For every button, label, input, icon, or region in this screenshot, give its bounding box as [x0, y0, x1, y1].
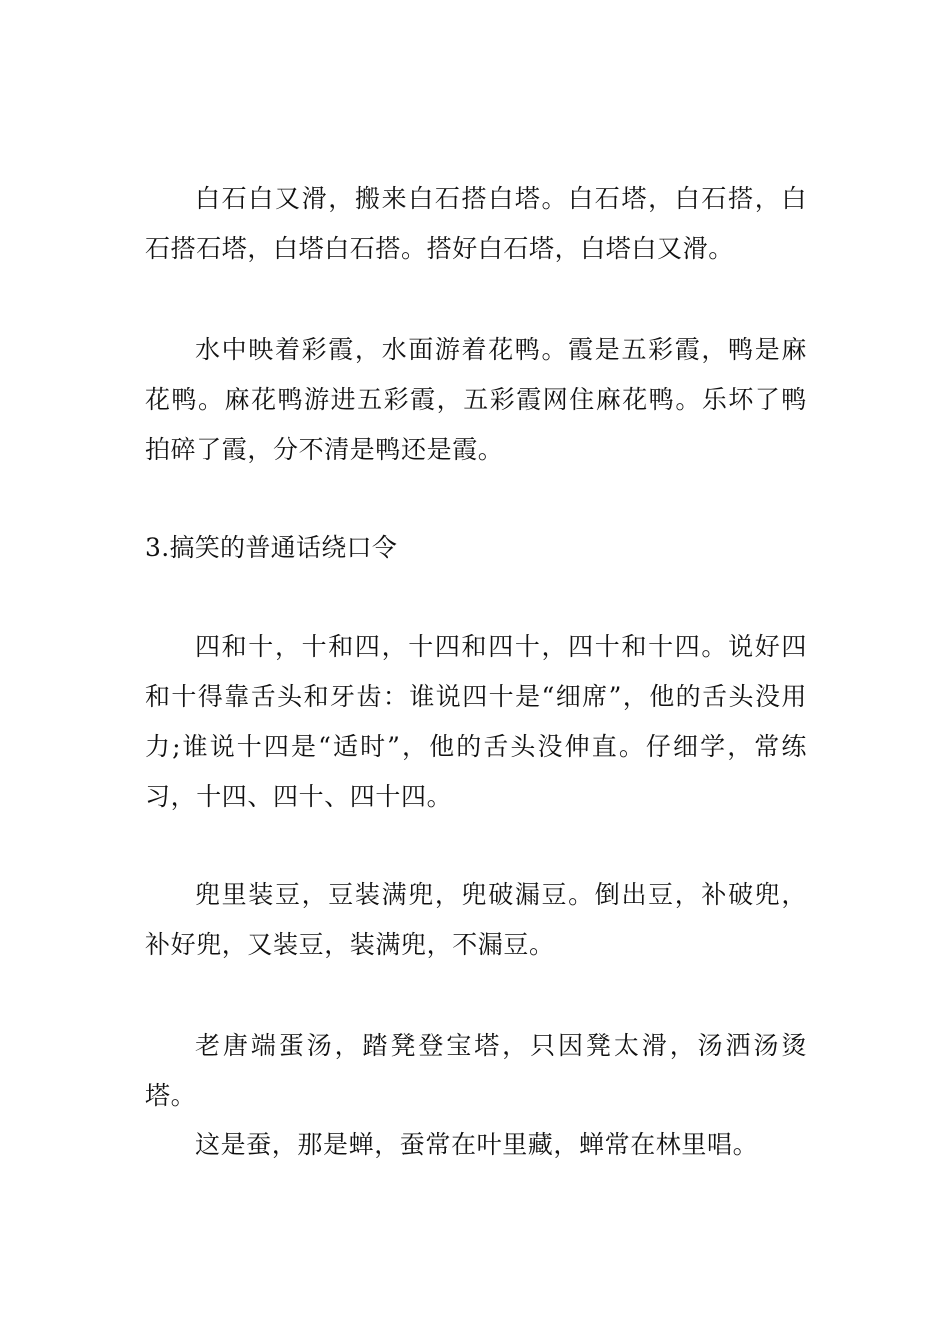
paragraph-silkworm-cicada: 这是蚕，那是蝉，蚕常在叶里藏，蝉常在林里唱。 — [195, 1130, 759, 1159]
paragraph-four-and-ten: 四和十，十和四，十四和四十，四十和十四。说好四和十得靠舌头和牙齿：谁说四十是“细席”，他的舌头没用力;谁说十四是“适时”，他的舌头没伸直。仔细学，常练习，十四、四十、四十四。 — [145, 632, 807, 811]
section-heading: 3.搞笑的普通话绕口令 — [145, 533, 398, 562]
paragraph-colorful-clouds-ducks: 水中映着彩霞，水面游着花鸭。霞是五彩霞，鸭是麻花鸭。麻花鸭游进五彩霞，五彩霞网住麻花鸭。乐坏了鸭拍碎了霞，分不清是鸭还是霞。 — [145, 335, 807, 464]
paragraph-white-stone-tower: 白石白又滑，搬来白石搭白塔。白石塔，白石搭，白石搭石塔，白塔白石搭。搭好白石塔，白塔白又滑。 — [145, 184, 807, 263]
paragraph-beans-in-pocket: 兜里装豆，豆装满兜，兜破漏豆。倒出豆，补破兜，补好兜，又装豆，装满兜，不漏豆。 — [145, 880, 807, 959]
paragraph-egg-soup-tower: 老唐端蛋汤，踏凳登宝塔，只因凳太滑，汤洒汤烫塔。 — [145, 1031, 807, 1110]
